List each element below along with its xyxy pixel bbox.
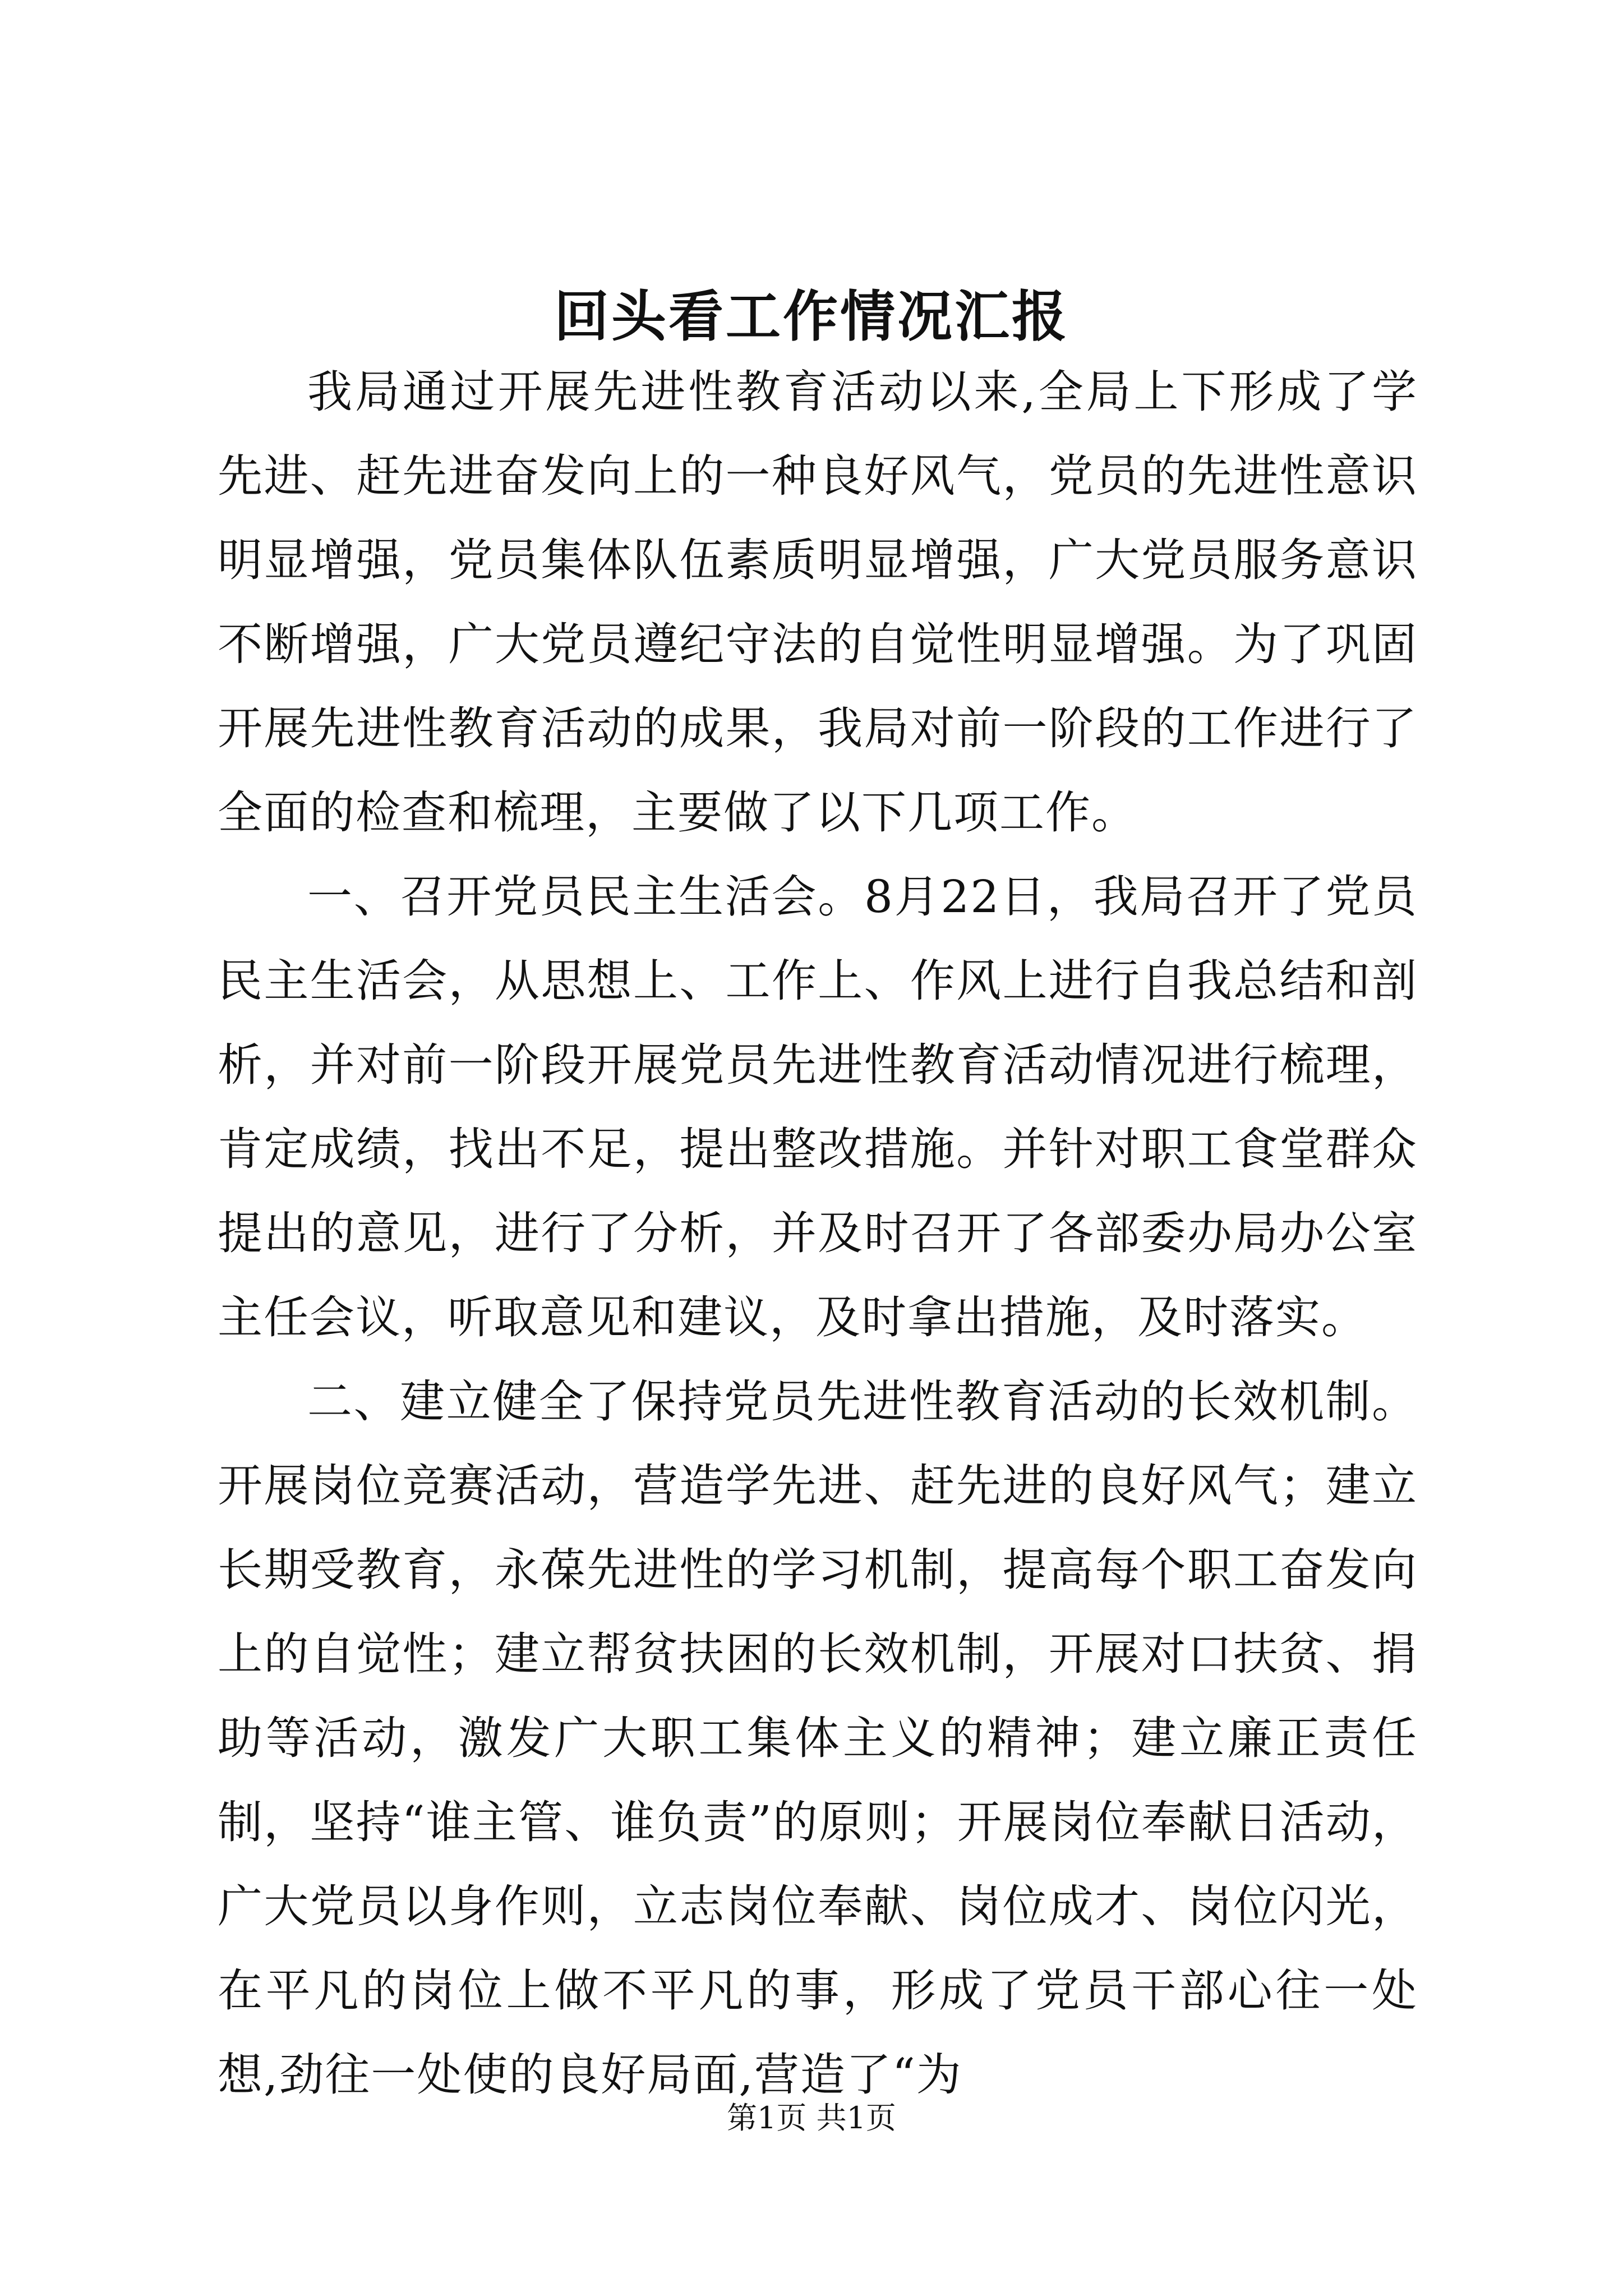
- body-paragraph: 二、建立健全了保持党员先进性教育活动的长效机制。开展岗位竞赛活动，营造学先进、赶先进的良好风气；建立长期受教育，永葆先进性的学习机制，提高每个职工奋发向上的自觉性；建立帮贫扶困的长效机制，开展对口扶贫、捐助等活动，激发广大职工集体主义的精神；建立廉正责任制，坚持“谁主管、谁负责”的原则；开展岗位奉献日活动，广大党员以身作则，立志岗位奉献、岗位成才、岗位闪光，在平凡的岗位上做不平凡的事，形成了党员干部心往一处想,劲往一处使的良好局面,营造了“为: [218, 1375, 1418, 2101]
- body-paragraph: 一、召开党员民主生活会。8月22日，我局召开了党员民主生活会，从思想上、工作上、作风上进行自我总结和剖析，并对前一阶段开展党员先进性教育活动情况进行梳理，肯定成绩，找出不足，提出整改措施。并针对职工食堂群众提出的意见，进行了分析，并及时召开了各部委办局办公室主任会议，听取意见和建议，及时拿出措施，及时落实。: [218, 871, 1418, 1343]
- page-footer: 第1页 共1页: [727, 2100, 896, 2136]
- body-paragraph: 我局通过开展先进性教育活动以来,全局上下形成了学先进、赶先进奋发向上的一种良好风气，党员的先进性意识明显增强，党员集体队伍素质明显增强，广大党员服务意识不断增强，广大党员遵纪守法的自觉性明显增强。为了巩固开展先进性教育活动的成果，我局对前一阶段的工作进行了全面的检查和梳理，主要做了以下几项工作。: [218, 366, 1418, 839]
- document-title: 回头看工作情况汇报: [554, 284, 1069, 349]
- document-body: [218, 350, 1418, 2117]
